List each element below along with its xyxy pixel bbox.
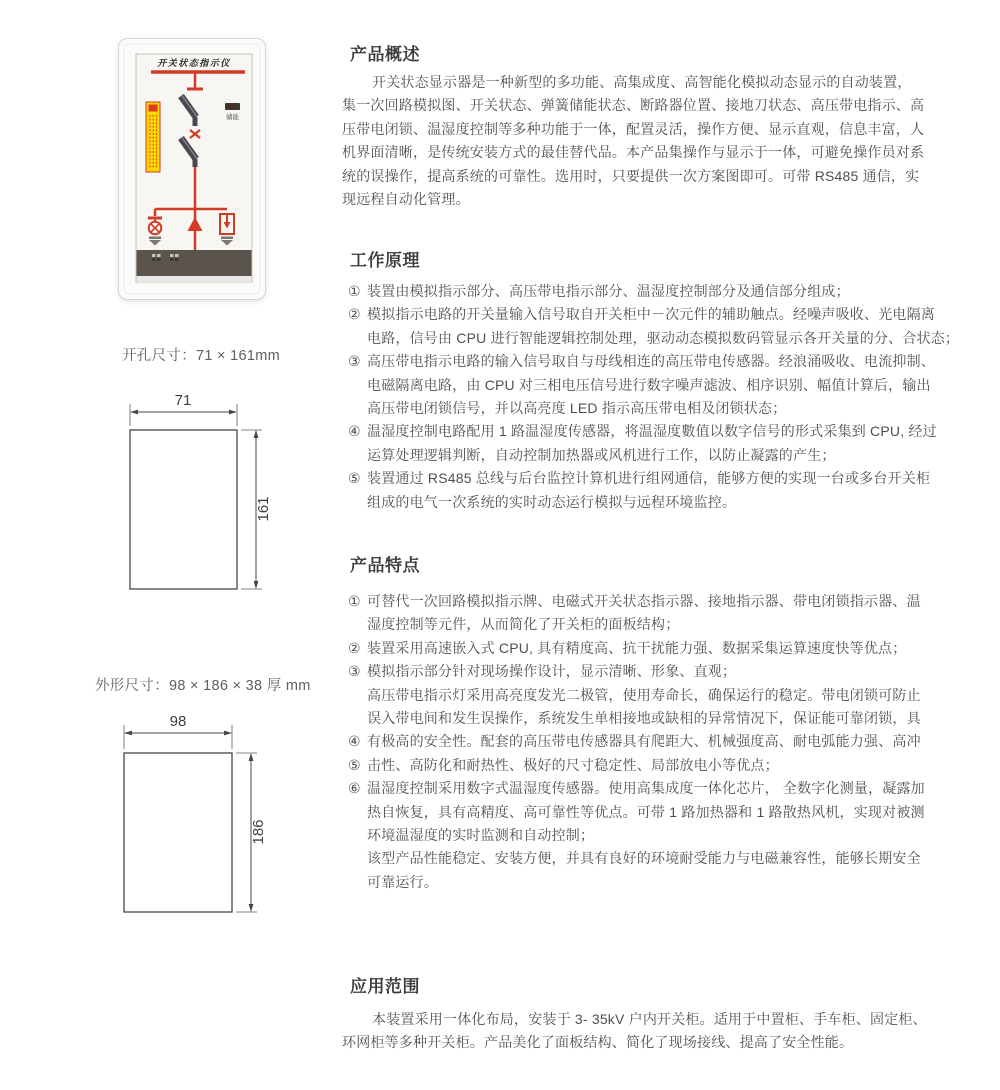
text-line (342, 397, 922, 420)
text-line (342, 847, 922, 870)
text-line (342, 707, 922, 730)
text-line (342, 730, 922, 753)
line-text: 误入带电间和发生误操作，系统发生单相接地或缺相的异常情况下，保证能可靠闭锁，具 (367, 709, 921, 726)
line-text: 现远程自动化管理。 (342, 190, 470, 207)
text-line (342, 141, 925, 164)
line-text: 可替代一次回路模拟指示牌、电磁式开关状态指示器、接地指示器、带电闭锁指示器、温 (367, 593, 921, 609)
text-line (342, 188, 922, 211)
cutout-height-value: 161 (255, 496, 272, 522)
list-marker: ① (348, 593, 361, 609)
product-photo (118, 38, 266, 300)
list-marker: ④ (348, 733, 361, 750)
line-text: 开关状态显示器是一种新型的多功能、高集成度、高智能化模拟动态显示的自动装置， (372, 74, 912, 90)
text-line (342, 1031, 922, 1054)
line-text: 电路，信号由 CPU 进行智能逻辑控制处理，驱动动态模拟数码管显示各开关量的分、合状态； (367, 329, 960, 346)
device-panel (118, 38, 266, 300)
text-line (342, 420, 937, 443)
text-line (342, 71, 922, 94)
text-line (342, 871, 922, 894)
line-text: 装置通过 RS485 总线与后台监控计算机进行组网通信，能够方便的实现一台或多台开关柜 (367, 470, 931, 487)
device-title: 开关状态指示仪 (157, 58, 231, 68)
text-line (342, 637, 922, 660)
line-text: 机界面清晰，是传统安装方式的最佳替代品。本产品集操作与显示于一体，可避免操作员对系 (342, 144, 925, 161)
line-text: 高压带电指示灯采用高亮度发光二极管，使用寿命长，确保运行的稳定。带电闭锁可防止 (367, 686, 921, 703)
line-text: 压带电闭锁、温湿度控制等多种功能于一体，配置灵活，操作方便、显示直观，信息丰富，人 (342, 120, 925, 137)
line-text: 组成的电气一次系统的实时动态运行模拟与远程环境监控。 (367, 493, 737, 510)
text-line (342, 165, 922, 188)
list-marker: ③ (348, 353, 361, 370)
line-text: 统的误操作，提高系统的可靠性。选用时，只要提供一次方案图即可。可带 RS485 通信，实 (342, 167, 920, 184)
principle-list (342, 280, 960, 514)
outline-width-value: 98 (169, 713, 187, 730)
line-text: 有极高的安全性。配套的高压带电传感器具有爬距大、机械强度高、耐电弧能力强、高冲 (367, 733, 921, 750)
line-text: 模拟指示电路的开关量输入信号取自开关柜中－次元件的辅助触点。经噪声吸收、光电隔离 (367, 306, 935, 323)
text-line (342, 350, 935, 373)
line-text: 温湿度控制采用数字式温湿度传感器。使用高集成度一体化芯片， 全数字化测量，凝露加 (367, 780, 925, 797)
list-marker: ② (348, 306, 361, 323)
text-line (342, 327, 960, 350)
text-line (342, 1008, 927, 1031)
outline-rect (124, 753, 232, 912)
text-line (342, 491, 922, 514)
list-marker: ⑤ (348, 756, 361, 773)
line-text: 环网柜等多种开关柜。产品美化了面板结构、简化了现场接线、提高了安全性能。 (342, 1034, 854, 1051)
section-heading-features: 产品特点 (350, 556, 420, 575)
text-line (342, 754, 922, 777)
text-line (342, 660, 922, 683)
line-text: 模拟指示部分针对现场操作设计，显示清晰、形象、直观； (367, 663, 737, 680)
cutout-width-value: 71 (174, 392, 192, 409)
text-line (342, 590, 922, 613)
cutout-dimension-drawing (90, 388, 280, 600)
outline-dimension-drawing (84, 712, 274, 932)
outline-height-value: 186 (250, 819, 267, 845)
line-text: 本装置采用一体化布局，安装于 3- 35kV 户内开关柜。适用于中置柜、手车柜、固定柜、 (372, 1011, 927, 1027)
line-text: 可靠运行。 (367, 873, 438, 890)
overview-paragraph (342, 71, 925, 211)
section-heading-application: 应用范围 (350, 977, 420, 996)
text-line (342, 303, 935, 326)
application-paragraph (342, 1008, 927, 1055)
text-line (342, 444, 922, 467)
line-text: 温湿度控制电路配用 1 路温湿度传感器，将温湿度數值以数字信号的形式采集到 CPU, 经过 (367, 423, 937, 440)
text-line (342, 467, 931, 490)
section-heading-principle: 工作原理 (350, 251, 420, 270)
list-marker: ③ (348, 663, 361, 680)
list-marker: ④ (348, 423, 361, 440)
line-text: 高压带电闭锁信号，并以高亮度 LED 指示高压带电相及闭锁状态； (367, 399, 787, 416)
text-line (342, 613, 922, 636)
line-text: 装置由模拟指示部分、高压带电指示部分、温湿度控制部分及通信部分组成； (367, 283, 850, 299)
line-text: 运算处理逻辑判断，自动控制加热器或风机进行工作，以防止凝露的产生； (367, 446, 836, 463)
cutout-size-caption: 开孔尺寸：71 × 161mm (122, 348, 281, 364)
text-line (342, 118, 925, 141)
line-text: 集一次回路模拟图、开关状态、弹簧储能状态、断路器位置、接地刀状态、高压带电指示、高 (342, 97, 925, 114)
outline-size-caption: 外形尺寸：98 × 186 × 38 厚 mm (95, 678, 311, 694)
list-marker: ① (348, 283, 361, 299)
line-text: 湿度控制等元件，从而简化了开关柜的面板结构； (367, 616, 680, 633)
line-text: 电磁隔离电路，由 CPU 对三相电压信号进行数字噪声滤波、相序识别、幅值计算后，输出 (367, 376, 931, 393)
text-line (342, 280, 922, 303)
list-marker: ② (348, 639, 361, 656)
line-text: 装置采用高速嵌入式 CPU, 具有精度高、抗干扰能力强、数据采集运算速度快等优点； (367, 639, 907, 656)
control-strip (137, 250, 252, 276)
features-list (342, 590, 925, 894)
section-heading-overview: 产品概述 (350, 45, 420, 64)
list-marker: ⑤ (348, 470, 361, 487)
text-line (342, 801, 925, 824)
text-line (342, 824, 922, 847)
line-text: 高压带电指示电路的输入信号取自与母线相连的高压带电传感器。经浪涌吸收、电流抑制、 (367, 353, 935, 370)
storage-label: 储能 (226, 114, 239, 121)
text-line (342, 777, 925, 800)
line-text: 该型产品性能稳定、安装方便，并具有良好的环境耐受能力与电磁兼容性，能够长期安全 (367, 850, 921, 867)
text-line (342, 374, 931, 397)
list-marker: ⑥ (348, 780, 361, 797)
warning-label (146, 102, 160, 172)
cutout-rect (130, 430, 237, 589)
line-text: 击性、高防化和耐热性、极好的尺寸稳定性、局部放电小等优点； (367, 756, 779, 773)
text-line (342, 94, 925, 117)
line-text: 环境温湿度的实时监测和自动控制； (367, 826, 595, 843)
text-line (342, 684, 922, 707)
line-text: 热自恢复，具有高精度、高可靠性等优点。可带 1 路加热器和 1 路散热风机，实现对被测 (367, 803, 925, 820)
strip-lower-band (137, 276, 252, 282)
